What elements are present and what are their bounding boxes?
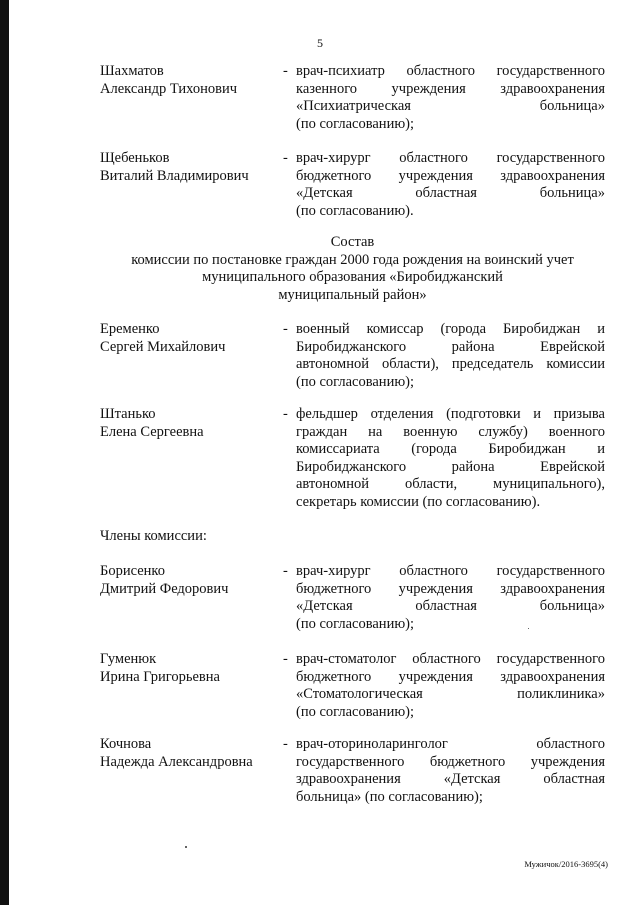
position-description	[296, 736, 605, 806]
section-heading	[100, 234, 605, 304]
position-description	[296, 406, 605, 511]
dash-separator: -	[283, 406, 288, 422]
person-name	[100, 150, 275, 185]
role-line: (по согласованию);	[296, 373, 415, 390]
role-line: врач-хирург областного государственного	[296, 150, 605, 166]
position-description	[296, 150, 605, 220]
role-line: автономной области), председатель комиссии	[296, 356, 605, 372]
heading-title: Состав	[330, 234, 375, 250]
dash-separator: -	[283, 651, 288, 667]
role-line: (по согласованию);	[296, 703, 415, 720]
given-names: Виталий Владимирович	[100, 167, 249, 184]
role-line: врач-хирург областного государственного	[296, 563, 605, 579]
heading-line: комиссии по постановке граждан 2000 года рождения на воинский учет	[131, 251, 574, 268]
role-line: врач-психиатр областного государственного	[296, 63, 605, 79]
position-description	[296, 63, 605, 133]
given-names: Ирина Григорьевна	[100, 668, 220, 685]
dash-separator: -	[283, 63, 288, 79]
given-names: Дмитрий Федорович	[100, 580, 229, 597]
role-line: «Психиатрическая больница»	[296, 98, 605, 114]
person-name	[100, 321, 275, 356]
dash-separator: -	[283, 321, 288, 337]
given-names: Сергей Михайлович	[100, 338, 226, 355]
surname: Гуменюк	[100, 651, 157, 667]
role-line: Биробиджанского района Еврейской	[296, 338, 605, 355]
role-line: фельдшер отделения (подготовки и призыва	[296, 406, 605, 422]
role-line: военный комиссар (города Биробиджан и	[296, 321, 605, 337]
role-line: автономной области, муниципального),	[296, 476, 605, 492]
person-name	[100, 736, 275, 771]
role-line: больница» (по согласованию);	[296, 788, 483, 805]
role-line: «Детская областная больница»	[296, 185, 605, 201]
role-line: (по согласованию);	[296, 115, 415, 132]
dash-separator: -	[283, 736, 288, 752]
dash-separator: -	[283, 563, 288, 579]
role-line: здравоохранения «Детская областная	[296, 771, 605, 787]
role-line: секретарь комиссии (по согласованию).	[296, 493, 541, 510]
role-line: (по согласованию);	[296, 615, 415, 632]
position-description	[296, 651, 605, 721]
role-line: (по согласованию).	[296, 202, 414, 219]
role-line: казенного учреждения здравоохранения	[296, 80, 605, 97]
person-name	[100, 563, 275, 598]
heading-line: муниципального образования «Биробиджанский	[202, 269, 503, 285]
scan-speck	[185, 846, 187, 848]
role-line: «Стоматологическая поликлиника»	[296, 686, 605, 702]
role-line: бюджетного учреждения здравоохранения	[296, 580, 605, 597]
role-line: бюджетного учреждения здравоохранения	[296, 668, 605, 685]
surname: Шахматов	[100, 63, 164, 79]
role-line: бюджетного учреждения здравоохранения	[296, 167, 605, 184]
heading-line: муниципальный район»	[278, 286, 427, 303]
surname: Штанько	[100, 406, 156, 422]
page-number: 5	[317, 36, 323, 50]
surname: Щебеньков	[100, 150, 170, 166]
person-name	[100, 63, 275, 98]
scan-speck	[528, 628, 529, 629]
role-line: Биробиджанского района Еврейской	[296, 458, 605, 475]
role-line: комиссариата (города Биробиджан и	[296, 441, 605, 457]
document-code: Мужичок/2016-3695(4)	[524, 859, 608, 869]
given-names: Александр Тихонович	[100, 80, 237, 97]
person-name	[100, 651, 275, 686]
given-names: Елена Сергеевна	[100, 423, 204, 440]
dash-separator: -	[283, 150, 288, 166]
role-line: «Детская областная больница»	[296, 598, 605, 614]
role-line: государственного бюджетного учреждения	[296, 753, 605, 770]
surname: Борисенко	[100, 563, 165, 579]
role-line: врач-стоматолог областного государственного	[296, 651, 605, 667]
person-name	[100, 406, 275, 441]
position-description	[296, 321, 605, 391]
position-description	[296, 563, 605, 633]
members-label: Члены комиссии:	[100, 528, 207, 544]
given-names: Надежда Александровна	[100, 753, 253, 770]
surname: Еременко	[100, 321, 160, 337]
role-line: врач-оториноларинголог областного	[296, 736, 605, 752]
role-line: граждан на военную службу) военного	[296, 423, 605, 440]
surname: Кочнова	[100, 736, 152, 752]
scan-edge	[0, 0, 9, 905]
